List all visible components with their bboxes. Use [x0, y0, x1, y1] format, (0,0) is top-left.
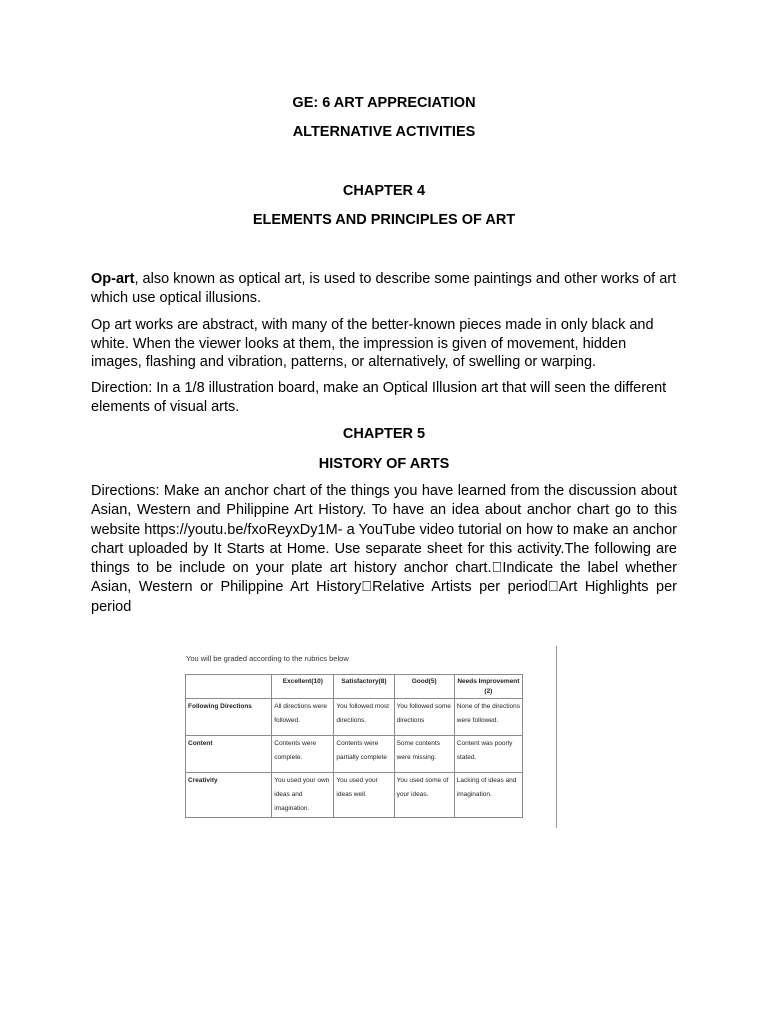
rubric-header-row	[186, 675, 523, 699]
rubric-cell: You used your own ideas and imagination.	[272, 773, 334, 818]
opart-description: Op art works are abstract, with many of the better-known pieces made in only black and white. When the viewer looks at them, the impression is given of movement, hidden images, flashing and vibration, patterns, or alternatively, of swelling or warping.	[91, 317, 654, 370]
chapter4-title: ELEMENTS AND PRINCIPLES OF ART	[252, 212, 516, 228]
rubric-cell: You followed some directions	[394, 699, 454, 736]
rubric-cell: You used your ideas well.	[334, 773, 394, 818]
rubric-cell: Some contents were missing.	[394, 736, 454, 773]
rubric-cell: You used some of your ideas.	[394, 773, 454, 818]
opart-definition	[91, 270, 677, 307]
rubric-cell: None of the directions were followed.	[454, 699, 522, 736]
rubric-cell: Contents were complete.	[272, 736, 334, 773]
rubric-table	[185, 674, 523, 818]
chapter4-direction: Direction: In a 1/8 illustration board, make an Optical Illusion art that will seen the different elements of visual arts.	[91, 380, 667, 415]
rubric-header-satisfactory: Satisfactory(8)	[334, 675, 394, 699]
rubric-criterion: Following Directions	[186, 699, 272, 736]
rubric-cell: Content was poorly stated.	[454, 736, 522, 773]
chapter5-title: HISTORY OF ARTS	[318, 456, 450, 472]
rubric-cell: Lacking of ideas and imagination.	[454, 773, 522, 818]
subtitle: ALTERNATIVE ACTIVITIES	[292, 124, 476, 140]
rubric-cell: All directions were followed.	[272, 699, 334, 736]
opart-term: Op-art	[91, 271, 135, 287]
chapter5-label: CHAPTER 5	[342, 426, 426, 442]
table-row	[186, 773, 523, 818]
divider-line	[556, 646, 557, 828]
opart-definition-text: , also known as optical art, is used to describe some paintings and other works of art which use optical illusions.	[91, 271, 677, 306]
rubric-caption: You will be graded according to the rubrics below	[186, 654, 349, 663]
rubric-criterion: Creativity	[186, 773, 272, 818]
rubric-header-good: Good(5)	[394, 675, 454, 699]
table-row	[186, 736, 523, 773]
rubric-image	[184, 650, 524, 820]
rubric-header-excellent: Excellent(10)	[272, 675, 334, 699]
rubric-header-needs-improvement: Needs Improvement (2)	[454, 675, 522, 699]
course-title: GE: 6 ART APPRECIATION	[292, 95, 476, 111]
rubric-criterion: Content	[186, 736, 272, 773]
rubric-header-blank	[186, 675, 272, 699]
chapter5-directions: Directions: Make an anchor chart of the things you have learned from the discussion about Asian, Western and Philippine Art History. To have an idea about anchor chart go to this website https://youtu.be/fxoReyxDy1M- a YouTube video tutorial on how to make an anchor chart uploaded by It Starts at Home. Use separate sheet for this activity.The following are things to be include on your plate art history anchor chart. Indicate the label whether Asian, Western or Philippine Art History Relative Artists per period Art Highlights per period	[91, 483, 677, 596]
table-row	[186, 699, 523, 736]
chapter4-label: CHAPTER 4	[342, 183, 426, 199]
rubric-cell: Contents were partially complete	[334, 736, 394, 773]
rubric-cell: You followed most directions.	[334, 699, 394, 736]
